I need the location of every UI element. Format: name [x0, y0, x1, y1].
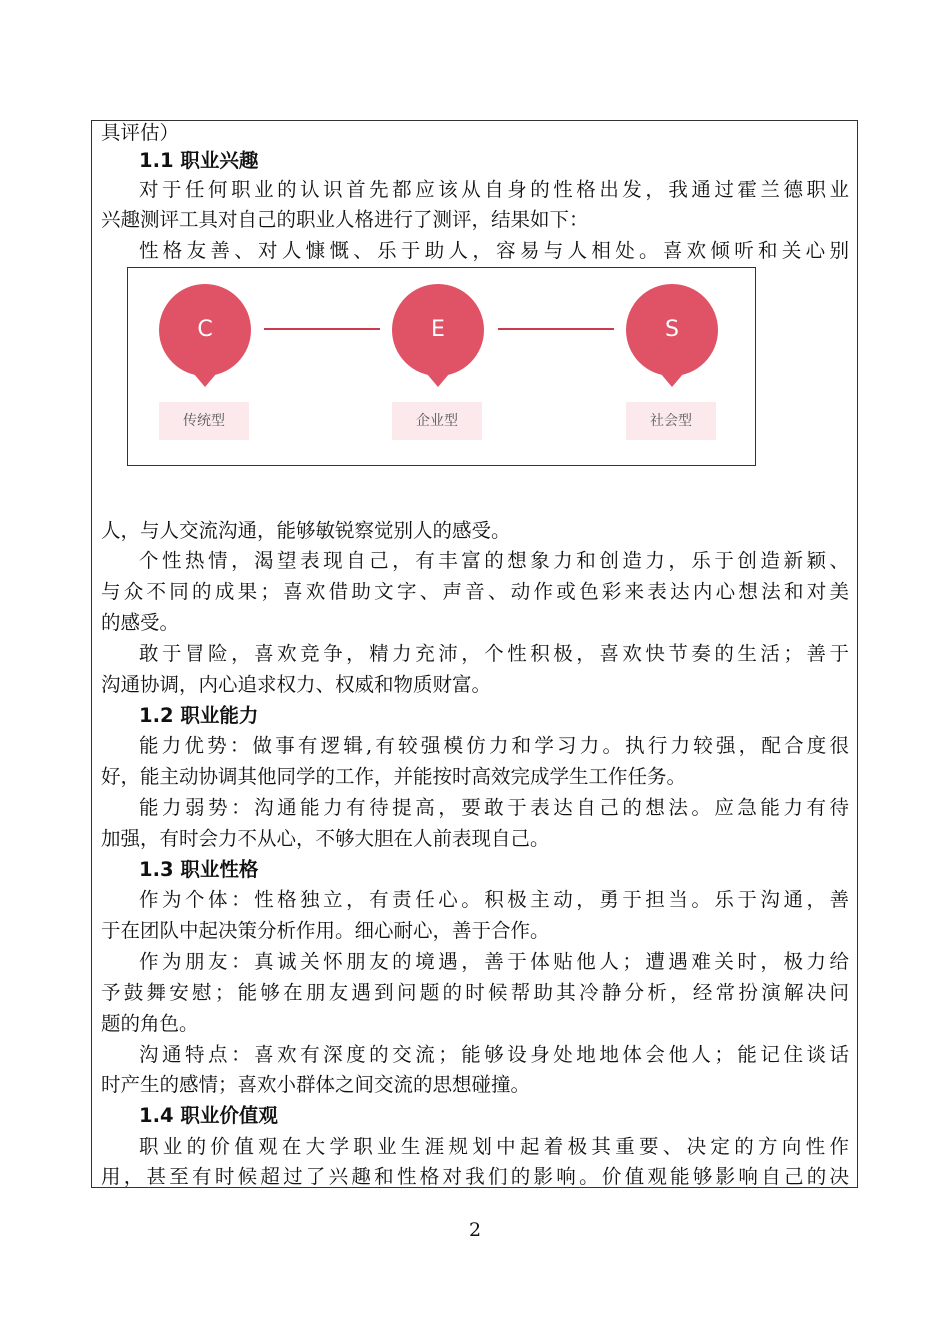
holland-code-figure: [127, 267, 756, 466]
code-circle-s: S: [626, 284, 718, 376]
text-line: 职业的价值观在大学职业生涯规划中起着极其重要、决定的方向性作: [139, 1135, 849, 1158]
type-label-enterprising: 企业型: [392, 402, 482, 440]
pointer-icon: [661, 374, 683, 387]
text-line: 好，能主动协调其他同学的工作，并能按时高效完成学生工作任务。: [101, 765, 687, 788]
text-line: 于在团队中起决策分析作用。细心耐心，善于合作。: [101, 919, 550, 942]
text-line: 兴趣测评工具对自己的职业人格进行了测评，结果如下：: [101, 208, 589, 231]
type-label-social: 社会型: [626, 402, 716, 440]
section-heading-1-2: 1.2 职业能力: [139, 704, 259, 727]
code-circle-c: C: [159, 284, 251, 376]
section-heading-1-4: 1.4 职业价值观: [139, 1104, 278, 1127]
text-line: 个性热情，渴望表现自己，有丰富的想象力和创造力，乐于创造新颖、: [139, 549, 849, 572]
text-line: 题的角色。: [101, 1012, 199, 1035]
text-line: 与众不同的成果；喜欢借助文字、声音、动作或色彩来表达内心想法和对美: [101, 580, 849, 603]
connector-line: [498, 328, 614, 330]
text-line: 对于任何职业的认识首先都应该从自身的性格出发，我通过霍兰德职业: [139, 178, 849, 201]
type-label-conventional: 传统型: [159, 402, 249, 440]
text-line: 时产生的感情；喜欢小群体之间交流的思想碰撞。: [101, 1073, 531, 1096]
text-line: 用，甚至有时候超过了兴趣和性格对我们的影响。价值观能够影响自己的决: [101, 1165, 849, 1188]
text-line: 的感受。: [101, 611, 180, 634]
text-line: 性格友善、对人慷慨、乐于助人，容易与人相处。喜欢倾听和关心别: [139, 239, 849, 262]
text-line: 沟通特点：喜欢有深度的交流；能够设身处地地体会他人；能记住谈话: [139, 1043, 849, 1066]
text-line: 作为个体：性格独立，有责任心。积极主动，勇于担当。乐于沟通，善: [139, 888, 849, 911]
text-line: 人，与人交流沟通，能够敏锐察觉别人的感受。: [101, 519, 511, 542]
page-number: 2: [468, 1219, 482, 1241]
text-line: 予鼓舞安慰；能够在朋友遇到问题的时候帮助其冷静分析，经常扮演解决问: [101, 981, 849, 1004]
text-line: 作为朋友：真诚关怀朋友的境遇，善于体贴他人；遭遇难关时，极力给: [139, 950, 849, 973]
text-line: 能力优势：做事有逻辑,有较强模仿力和学习力。执行力较强，配合度很: [139, 734, 849, 757]
code-circle-e: E: [392, 284, 484, 376]
pointer-icon: [427, 374, 449, 387]
text-line: 能力弱势：沟通能力有待提高，要敢于表达自己的想法。应急能力有待: [139, 796, 849, 819]
pointer-icon: [194, 374, 216, 387]
section-heading-1-3: 1.3 职业性格: [139, 858, 259, 881]
text-line: 具评估）: [101, 121, 180, 144]
text-line: 加强，有时会力不从心，不够大胆在人前表现自己。: [101, 827, 550, 850]
text-line: 沟通协调，内心追求权力、权威和物质财富。: [101, 673, 492, 696]
text-line: 敢于冒险，喜欢竞争，精力充沛，个性积极，喜欢快节奏的生活；善于: [139, 642, 849, 665]
connector-line: [264, 328, 380, 330]
section-heading-1-1: 1.1 职业兴趣: [139, 149, 259, 172]
